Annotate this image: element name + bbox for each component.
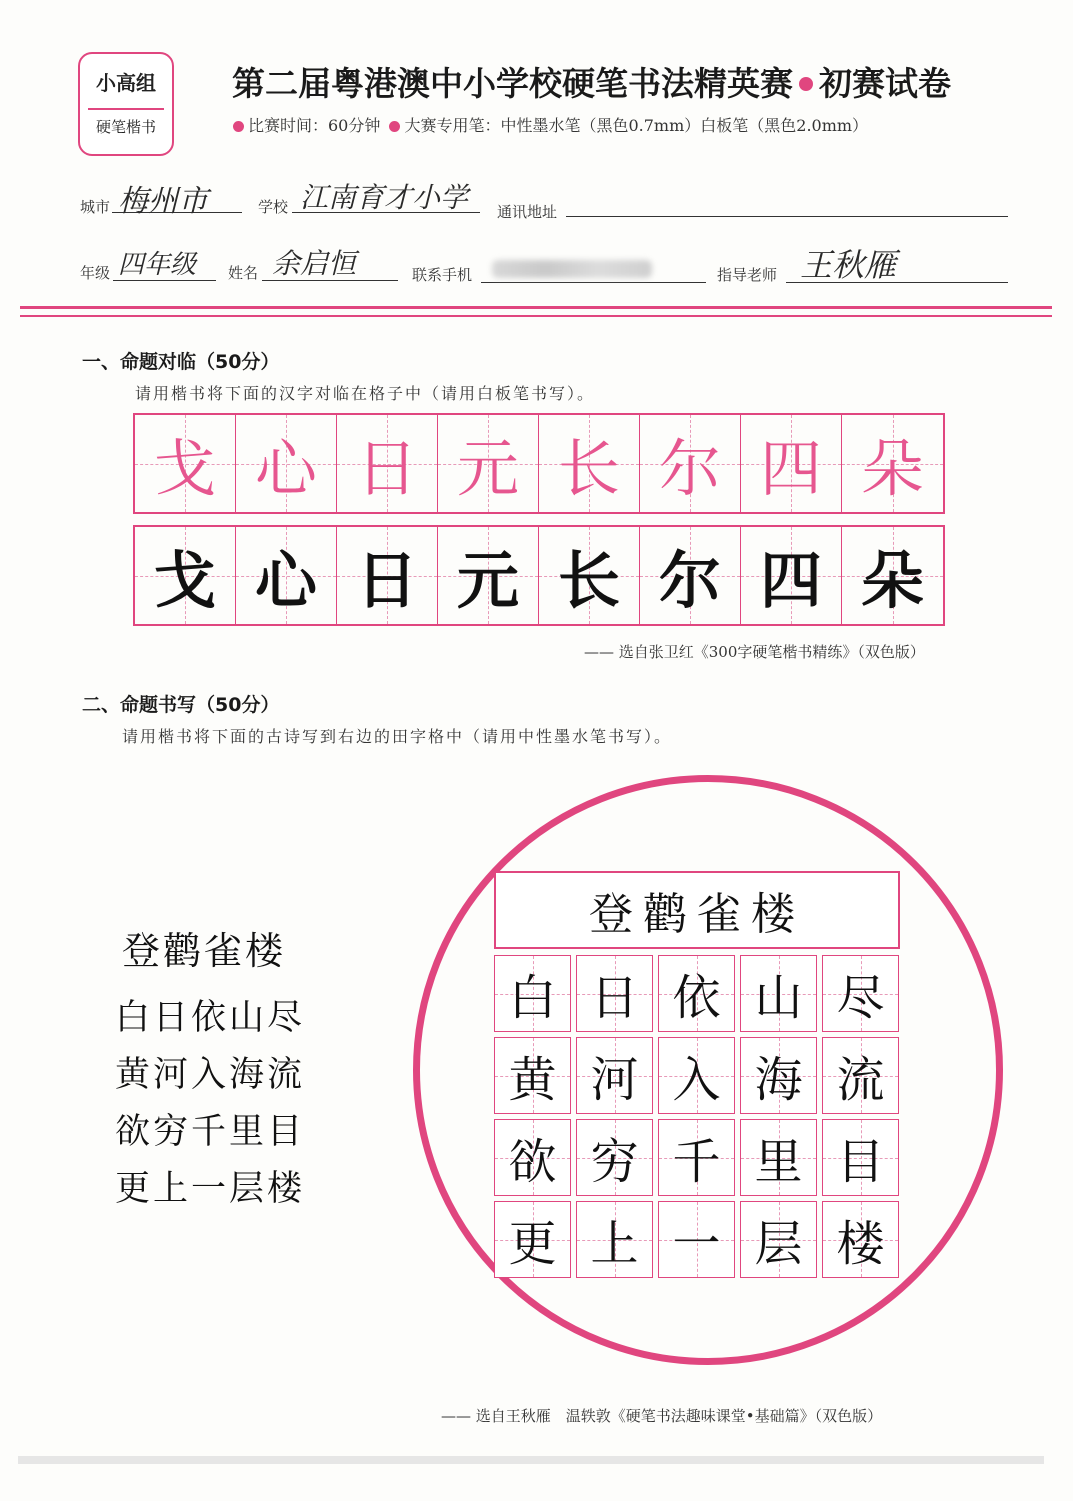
tianzige-cell[interactable] [576, 955, 653, 1032]
writing-row [494, 955, 900, 1032]
school-label: 学校 [258, 198, 289, 216]
grid-cell[interactable] [337, 527, 438, 624]
grid-cell[interactable] [741, 527, 842, 624]
poem-line: 白日依山尽 [115, 998, 306, 1038]
grid-char: 朵 [861, 544, 924, 617]
grid-cell[interactable] [842, 527, 943, 624]
city-label: 城市 [80, 198, 111, 216]
bullet-icon [389, 121, 400, 132]
address-label: 通讯地址 [497, 203, 558, 221]
exam-info [233, 113, 868, 136]
grid-char: 尔 [658, 544, 721, 617]
writing-row [494, 1037, 900, 1114]
written-char: 上 [590, 1216, 639, 1272]
copy-row [133, 525, 945, 626]
tianzige-cell[interactable] [822, 1201, 899, 1278]
written-char: 层 [754, 1216, 803, 1272]
poem-line: 黄河入海流 [115, 1055, 306, 1095]
grid-char: 心 [254, 544, 317, 617]
poem-line: 欲穷千里目 [115, 1112, 306, 1152]
grid-cell[interactable] [438, 527, 539, 624]
badge-category: 硬笔楷书 [95, 118, 156, 136]
section1-instruction: 请用楷书将下面的汉字对临在格子中（请用白板笔书写）。 [135, 384, 596, 403]
tianzige-cell[interactable] [658, 1037, 735, 1114]
grid-cell[interactable] [135, 415, 236, 512]
grid-char: 日 [355, 432, 418, 505]
grid-char: 长 [557, 544, 620, 617]
exam-pens: 大赛专用笔：中性墨水笔（黑色0.7mm）白板笔（黑色2.0mm） [404, 116, 869, 135]
grid-char: 朵 [861, 432, 924, 505]
written-char: 楼 [836, 1216, 885, 1272]
grid-cell[interactable] [640, 527, 741, 624]
divider-rule [20, 306, 1052, 309]
written-char: 流 [836, 1052, 885, 1108]
grid-cell[interactable] [842, 415, 943, 512]
written-char: 更 [508, 1216, 557, 1272]
group-badge [78, 52, 174, 156]
grid-cell[interactable] [135, 527, 236, 624]
tianzige-cell[interactable] [494, 1037, 571, 1114]
phone-redacted [492, 260, 652, 278]
grid-cell[interactable] [640, 415, 741, 512]
title-main: 第二届粤港澳中小学校硬笔书法精英赛 [232, 64, 793, 103]
written-char: 入 [672, 1052, 721, 1108]
poem-title: 登鹳雀楼 [122, 929, 287, 973]
written-char: 山 [754, 970, 803, 1026]
tianzige-cell[interactable] [822, 1119, 899, 1196]
tianzige-cell[interactable] [658, 1201, 735, 1278]
written-char: 依 [672, 970, 721, 1026]
written-char: 黄 [508, 1052, 557, 1108]
badge-divider [88, 108, 164, 110]
bullet-icon [233, 121, 244, 132]
grid-char: 尔 [658, 432, 721, 505]
tianzige-cell[interactable] [658, 1119, 735, 1196]
written-char: 千 [672, 1134, 721, 1190]
name-value: 余启恒 [272, 247, 357, 280]
written-char: 白 [508, 970, 557, 1026]
grid-char: 元 [456, 432, 519, 505]
grid-cell[interactable] [236, 415, 337, 512]
divider-rule [20, 315, 1052, 317]
written-char: 海 [754, 1052, 803, 1108]
teacher-value: 王秋雁 [800, 246, 897, 284]
section2-source: —— 选自王秋雁 温轶敦《硬笔书法趣味课堂•基础篇》（双色版） [441, 1407, 883, 1425]
name-label: 姓名 [228, 264, 259, 282]
tianzige-cell[interactable] [494, 1201, 571, 1278]
tianzige-cell[interactable] [740, 955, 817, 1032]
grid-cell[interactable] [741, 415, 842, 512]
tianzige-cell[interactable] [494, 1119, 571, 1196]
tianzige-cell[interactable] [576, 1119, 653, 1196]
tianzige-cell[interactable] [740, 1119, 817, 1196]
writing-grid [494, 955, 900, 1283]
written-char: 里 [754, 1134, 803, 1190]
grade-label: 年级 [80, 264, 111, 282]
grid-char: 元 [456, 544, 519, 617]
written-char: 日 [590, 970, 639, 1026]
grid-char: 戈 [153, 544, 216, 617]
grid-cell[interactable] [539, 415, 640, 512]
title-suffix: 初赛试卷 [819, 64, 951, 103]
phone-field[interactable] [481, 282, 706, 283]
section1-source: —— 选自张卫红《300字硬笔楷书精练》（双色版） [584, 643, 925, 661]
written-char: 穷 [590, 1134, 639, 1190]
grid-cell[interactable] [438, 415, 539, 512]
poem-text [115, 990, 305, 1218]
exam-time: 比赛时间：60分钟 [248, 116, 381, 135]
tianzige-cell[interactable] [740, 1201, 817, 1278]
grid-char: 心 [254, 432, 317, 505]
city-value: 梅州市 [118, 184, 208, 219]
tianzige-cell[interactable] [576, 1037, 653, 1114]
section2-instruction: 请用楷书将下面的古诗写到右边的田字格中（请用中性墨水笔书写）。 [122, 727, 673, 746]
badge-group: 小高组 [96, 71, 156, 95]
writing-row [494, 1119, 900, 1196]
grid-cell[interactable] [236, 527, 337, 624]
title-dot [799, 77, 813, 91]
grid-char: 四 [759, 544, 822, 617]
page-title [232, 58, 951, 105]
grid-cell[interactable] [539, 527, 640, 624]
grade-value: 四年级 [118, 250, 197, 280]
grid-char: 日 [355, 544, 418, 617]
grid-cell[interactable] [337, 415, 438, 512]
written-char: 河 [590, 1052, 639, 1108]
tianzige-cell[interactable] [576, 1201, 653, 1278]
section2-heading: 二、命题书写（50分） [82, 694, 280, 716]
scan-edge [18, 1456, 1044, 1464]
written-title: 登鹳雀楼 [494, 871, 900, 949]
tianzige-cell[interactable] [740, 1037, 817, 1114]
written-char: 欲 [508, 1134, 557, 1190]
address-field[interactable] [566, 216, 1008, 217]
poem-line: 更上一层楼 [115, 1169, 306, 1209]
phone-label: 联系手机 [412, 266, 473, 284]
written-char: 尽 [836, 970, 885, 1026]
grid-char: 四 [759, 432, 822, 505]
tianzige-cell[interactable] [658, 955, 735, 1032]
written-char: 一 [672, 1216, 721, 1272]
written-char: 目 [836, 1134, 885, 1190]
school-value: 江南育才小学 [300, 181, 469, 214]
grid-char: 长 [557, 432, 620, 505]
model-row [133, 413, 945, 514]
writing-row [494, 1201, 900, 1278]
grid-char: 戈 [153, 432, 216, 505]
teacher-label: 指导老师 [717, 266, 778, 284]
tianzige-cell[interactable] [822, 955, 899, 1032]
tianzige-cell[interactable] [822, 1037, 899, 1114]
tianzige-cell[interactable] [494, 955, 571, 1032]
section1-heading: 一、命题对临（50分） [82, 351, 280, 373]
